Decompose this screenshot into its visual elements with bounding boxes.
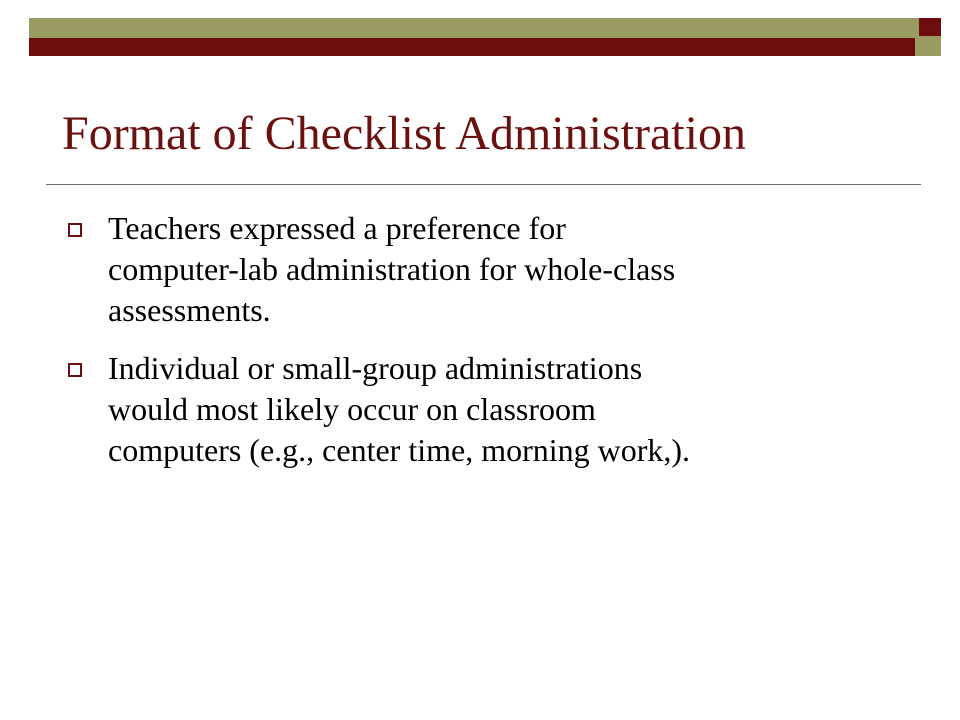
- bullet-text-line: computer-lab administration for whole-class: [108, 251, 676, 287]
- slide-title: Format of Checklist Administration: [62, 107, 746, 160]
- bullet-text-line: computers (e.g., center time, morning work,).: [108, 432, 691, 468]
- header-banner-maroon: [29, 38, 915, 56]
- header-corner-accent: [919, 18, 941, 36]
- hollow-square-bullet-icon: [68, 223, 82, 237]
- bullet-text-line: would most likely occur on classroom: [108, 391, 596, 427]
- bullet-text-line: assessments.: [108, 292, 271, 328]
- bullet-list: [62, 208, 922, 488]
- hollow-square-bullet-icon: [68, 363, 82, 377]
- bullet-text-line: Teachers expressed a preference for: [108, 210, 566, 246]
- title-divider: [46, 184, 921, 185]
- header-corner-olive: [919, 40, 941, 56]
- bullet-text-line: Individual or small-group administrations: [108, 350, 643, 386]
- bullet-item: [62, 348, 922, 471]
- bullet-item: [62, 208, 922, 331]
